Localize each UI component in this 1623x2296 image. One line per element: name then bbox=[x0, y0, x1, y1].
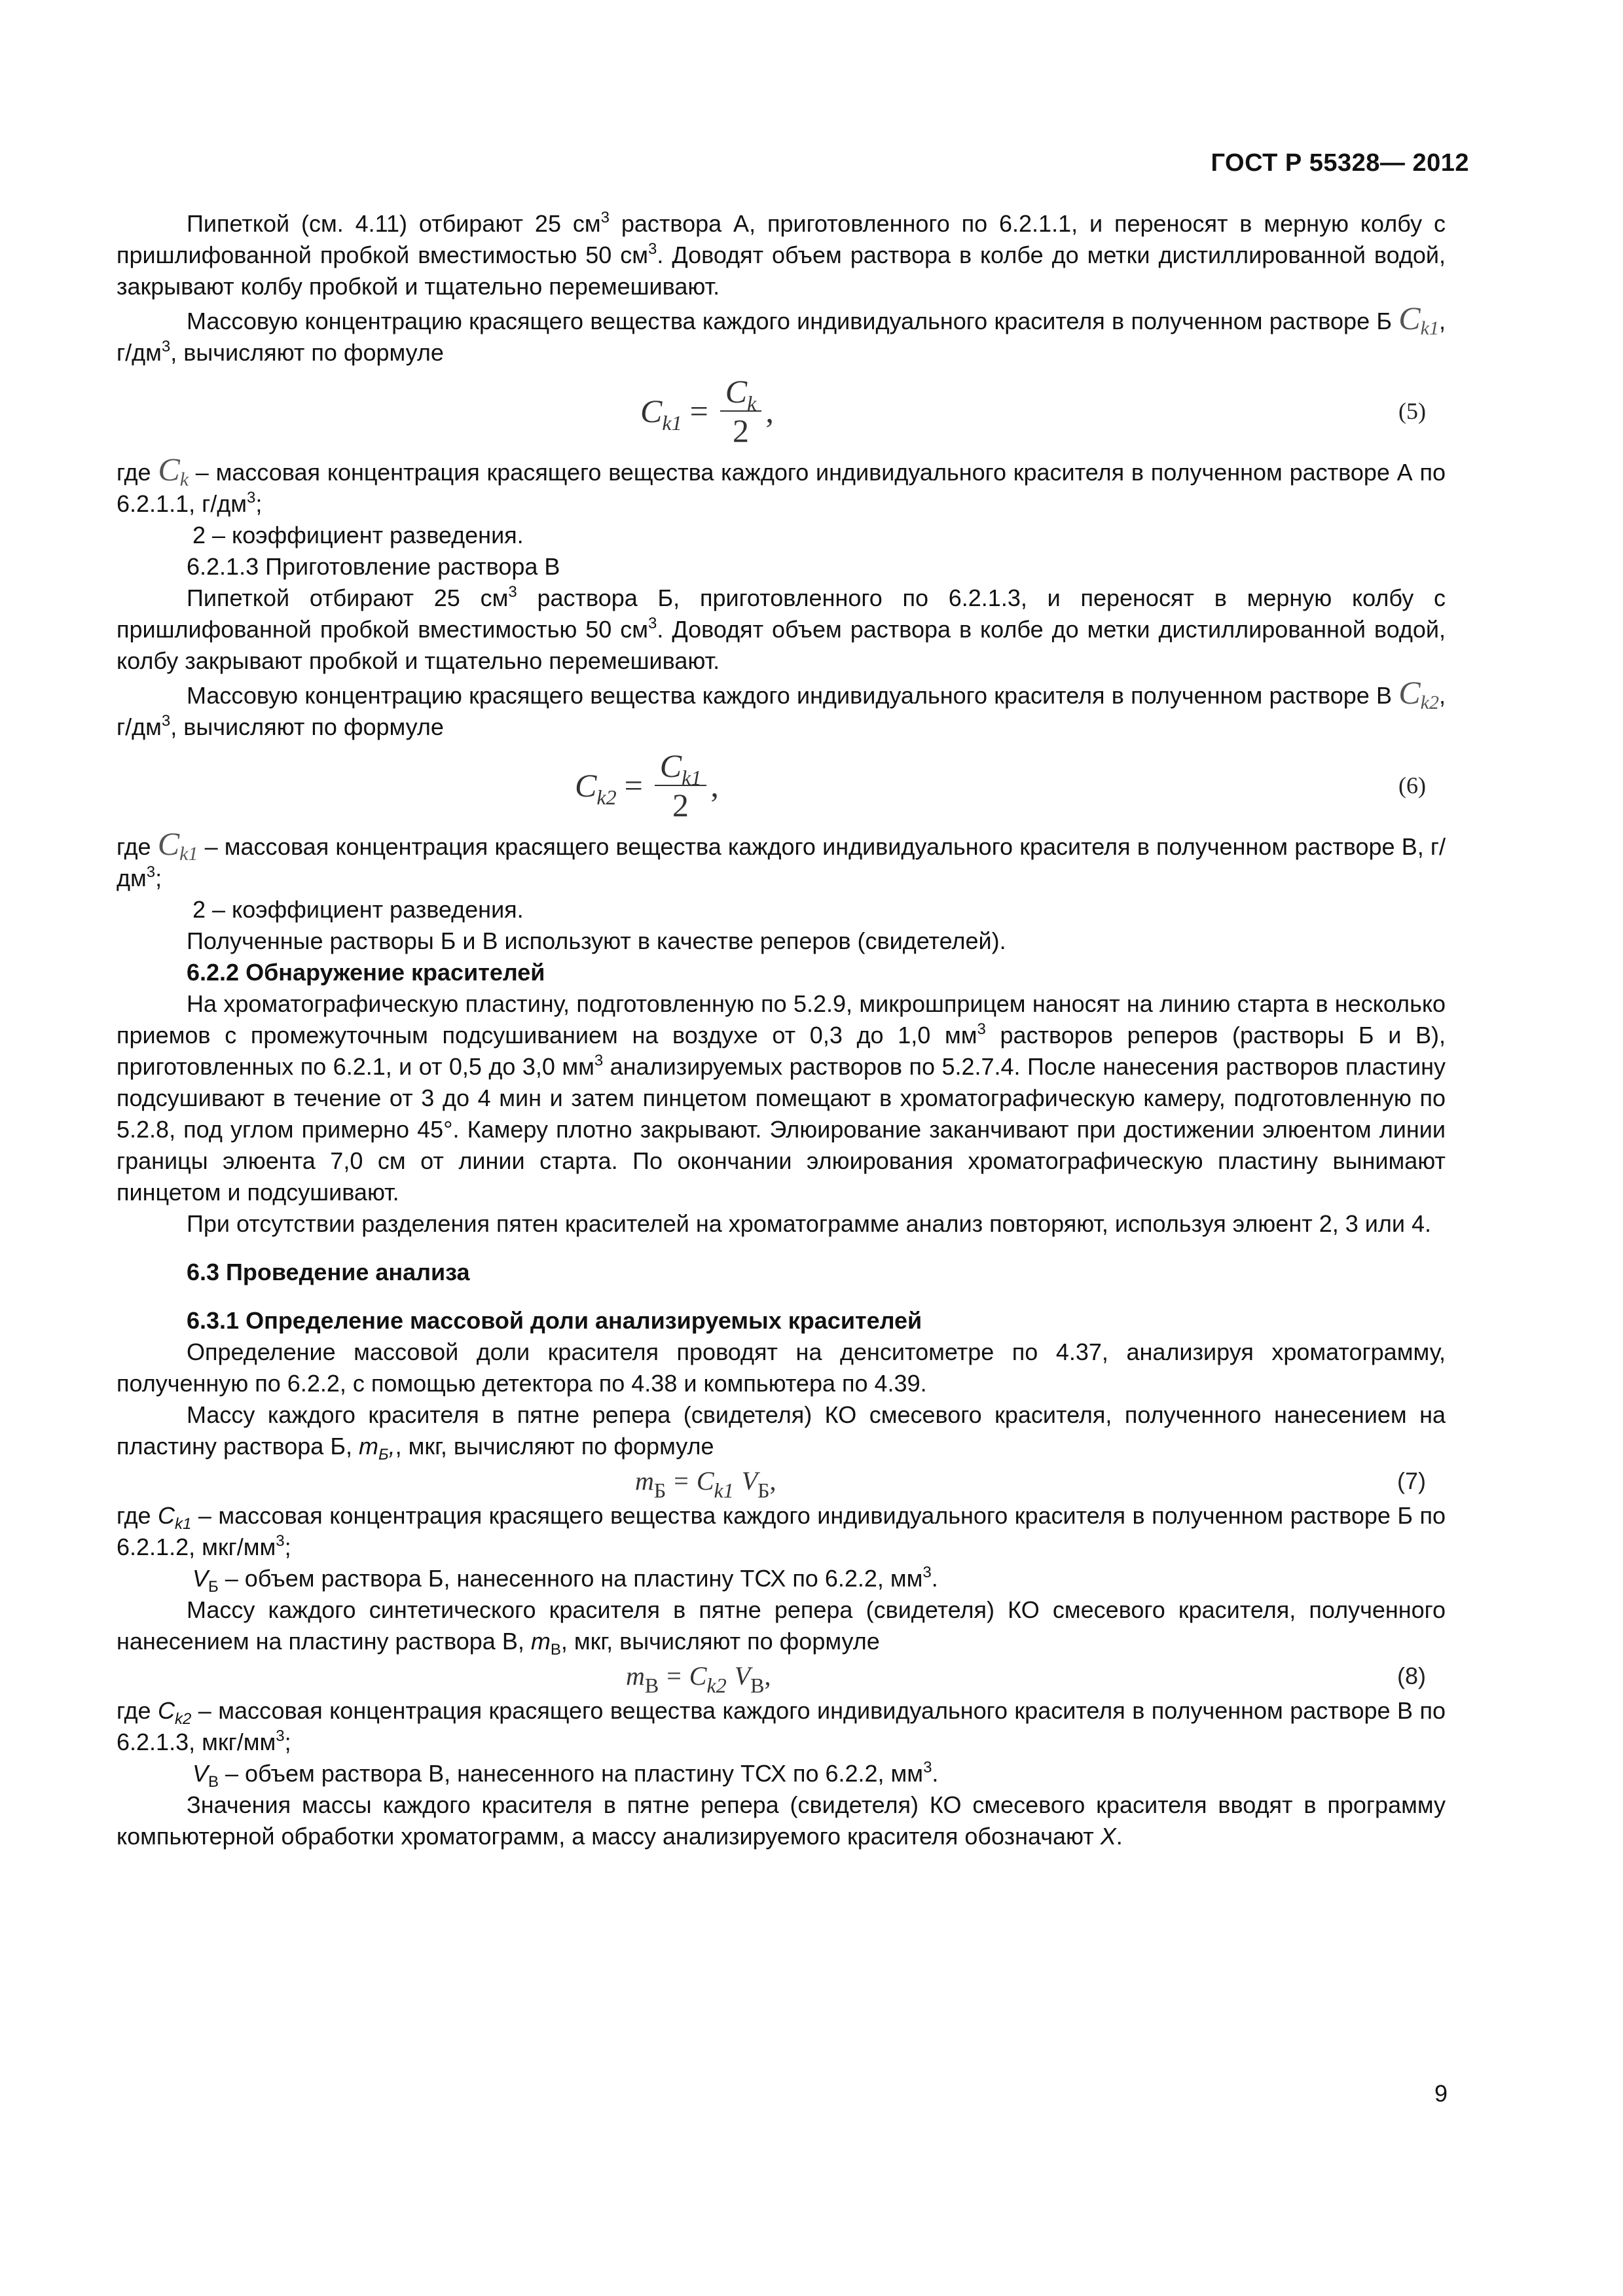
symbol-mv: $m_В$ bbox=[530, 1628, 561, 1659]
symbol-ck1: $C_{k1}$ bbox=[157, 825, 198, 865]
paragraph: Полученные растворы Б и В используют в качестве реперов (свидетелей). bbox=[187, 927, 1006, 954]
paragraph: Массу каждого красителя в пятне репера (свидетеля) КО смесевого красителя, полученного нанесением на пластину раствора Б, $m_Б$,, мкг, вычисляют по формуле bbox=[117, 1401, 1446, 1463]
paragraph: Значения массы каждого красителя в пятне репера (свидетеля) КО смесевого красителя вводят в программу компьютерной обработки хроматограмм, а массу анализируемого красителя обозначают X. bbox=[117, 1791, 1446, 1850]
paragraph: Определение массовой доли красителя проводят на денситометре по 4.37, анализируя хроматограмму, полученную по 6.2.2, с помощью детектора по 4.38 и компьютера по 4.39. bbox=[117, 1338, 1446, 1397]
symbol-ck2: $C_{k2}$ bbox=[158, 1697, 192, 1728]
formula-5: $C_{k1}$ = $\frac{C_k}{2}$ , (5) bbox=[117, 368, 1446, 454]
paragraph: Пипеткой (см. 4.11) отбирают 25 $см^3$ раствора А, приготовленного по 6.2.1.1, и переносят в мерную колбу с пришлифованной пробкой вместимостью 50 $см^3$. Доводят объем раствора в колбе до метки дистиллированной водой, закрывают колбу пробкой и тщательно перемешивают. bbox=[117, 209, 1446, 300]
paragraph: $V_В$ – объем раствора В, нанесенного на пластину ТСХ по 6.2.2, $мм^3$. bbox=[192, 1759, 939, 1791]
symbol-vb: $V_Б$ bbox=[192, 1565, 219, 1596]
paragraph: где $C_k$ – массовая концентрация красящего вещества каждого индивидуального красителя в полученном растворе А по 6.2.1.1, $г/дм^3$; bbox=[117, 451, 1446, 517]
symbol-ck2: $C_{k2}$ bbox=[1398, 674, 1439, 713]
symbol-ck1: $C_{k1}$ bbox=[1398, 300, 1439, 339]
symbol-ck: $C_k$ bbox=[158, 451, 189, 490]
paragraph: где $C_{k2}$ – массовая концентрация красящего вещества каждого индивидуального красителя в полученном растворе В по 6.2.1.3, мкг/$мм^3$; bbox=[117, 1697, 1446, 1755]
symbol-ck1: $C_{k1}$ bbox=[158, 1502, 192, 1533]
equation-number: (7) bbox=[1397, 1467, 1426, 1494]
paragraph: Массовую концентрацию красящего вещества каждого индивидуального красителя в полученном растворе Б $C_{k1}$, $г/дм^3$, вычисляют по формуле bbox=[117, 300, 1446, 366]
formula-7: $m_Б$ = $C_{k1}$ $V_Б$ , (7) bbox=[117, 1462, 1446, 1500]
symbol-mb: $m_Б$, bbox=[358, 1433, 395, 1463]
paragraph: 2 – коэффициент разведения. bbox=[192, 522, 524, 548]
section-heading: 6.2.2 Обнаружение красителей bbox=[187, 959, 545, 986]
symbol-vv: $V_В$ bbox=[192, 1760, 219, 1791]
paragraph: Массовую концентрацию красящего вещества каждого индивидуального красителя в полученном растворе В $C_{k2}$, $г/дм^3$, вычисляют по формуле bbox=[117, 674, 1446, 740]
paragraph: Массу каждого синтетического красителя в пятне репера (свидетеля) КО смесевого красителя, полученного нанесением на пластину раствора В, $m_В$, мкг, вычисляют по формуле bbox=[117, 1596, 1446, 1659]
page-number: 9 bbox=[1434, 2080, 1448, 2107]
formula-6: $C_{k2}$ = $\frac{C_{k1}}{2}$ , (6) bbox=[117, 743, 1446, 828]
equation-number: (8) bbox=[1397, 1662, 1426, 1689]
section-heading: 6.3.1 Определение массовой доли анализируемых красителей bbox=[187, 1307, 922, 1334]
section-heading: 6.3 Проведение анализа bbox=[187, 1259, 470, 1285]
paragraph: где $C_{k1}$ – массовая концентрация красящего вещества каждого индивидуального красителя в полученном растворе Б по 6.2.1.2, мкг/$мм^3$; bbox=[117, 1502, 1446, 1560]
standard-header: ГОСТ Р 55328— 2012 bbox=[1211, 149, 1469, 177]
paragraph: Пипеткой отбирают 25 $см^3$ раствора Б, приготовленного по 6.2.1.3, и переносят в мерную колбу с пришлифованной пробкой вместимостью 50 $см^3$. Доводят объем раствора в колбе до метки дистиллированной водой, колбу закрывают пробкой и тщательно перемешивают. bbox=[117, 583, 1446, 674]
section-heading: 6.2.1.3 Приготовление раствора В bbox=[187, 553, 560, 580]
paragraph: $V_Б$ – объем раствора Б, нанесенного на пластину ТСХ по 6.2.2, $мм^3$. bbox=[192, 1564, 938, 1596]
formula-8: $m_В$ = $C_{k2}$ $V_В$ , (8) bbox=[117, 1657, 1446, 1695]
paragraph: На хроматографическую пластину, подготовленную по 5.2.9, микрошприцем наносят на линию старта в несколько приемов с промежуточным подсушиванием на воздухе от 0,3 до 1,0 $мм^3$ растворов реперов (растворы Б и В), приготовленных по 6.2.1, и от 0,5 до 3,0 $мм^3$ анализируемых растворов по 5.2.7.4. После нанесения растворов пластину подсушивают в течение от 3 до 4 мин и затем пинцетом помещают в хроматографическую камеру, подготовленную по 5.2.8, под углом примерно 45°. Камеру плотно закрывают. Элюирование заканчивают при достижении элюентом линии границы элюента 7,0 см от линии старта. По окончании элюирования хроматографическую пластину вынимают пинцетом и подсушивают. bbox=[117, 990, 1446, 1206]
equation-number: (6) bbox=[1398, 772, 1426, 798]
equation-number: (5) bbox=[1398, 398, 1426, 424]
paragraph: При отсутствии разделения пятен красителей на хроматограмме анализ повторяют, используя элюент 2, 3 или 4. bbox=[187, 1210, 1431, 1237]
page-body bbox=[117, 208, 1446, 1852]
paragraph: где $C_{k1}$ – массовая концентрация красящего вещества каждого индивидуального красителя в полученном растворе В, $г/дм^3$; bbox=[117, 825, 1446, 891]
paragraph: 2 – коэффициент разведения. bbox=[192, 896, 524, 923]
